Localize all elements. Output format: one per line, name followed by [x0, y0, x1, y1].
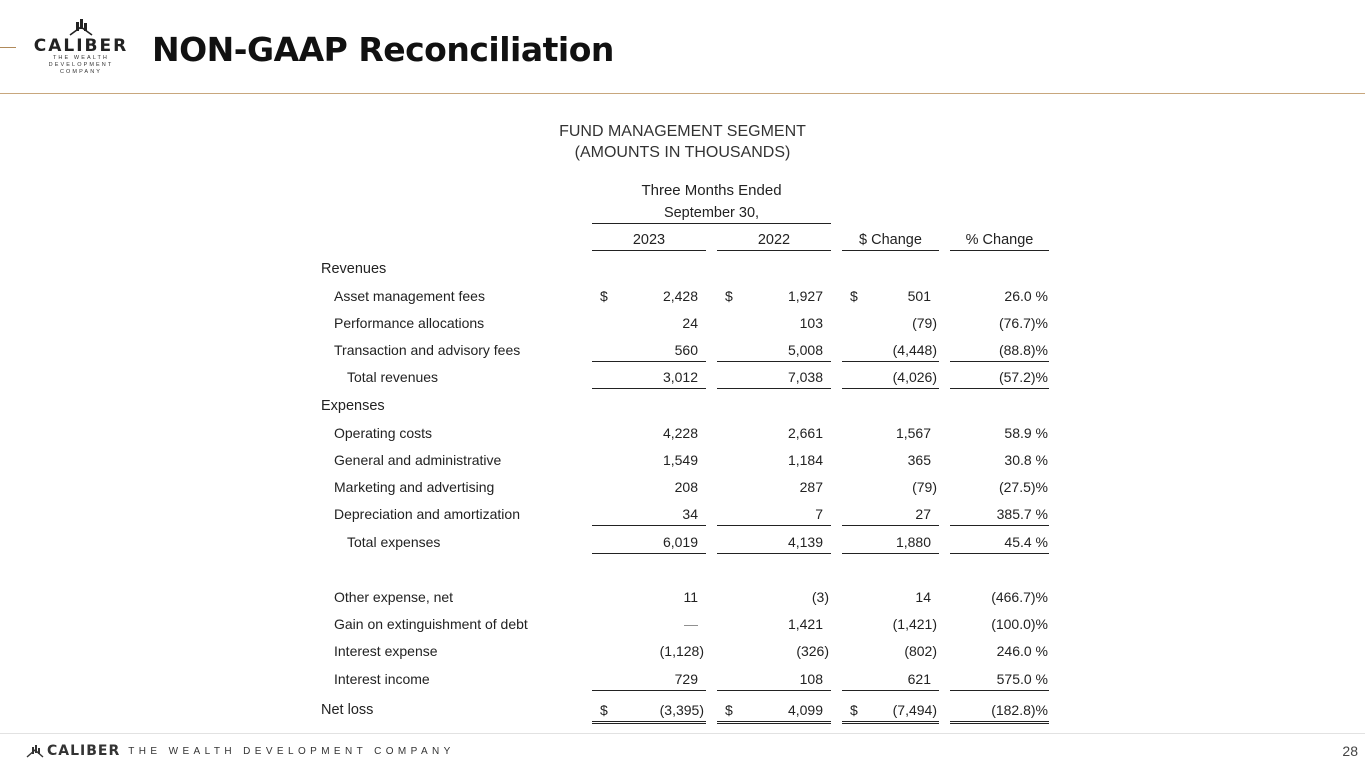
- value-change: (4,448): [892, 342, 937, 358]
- table-row-other-expense: [0, 588, 1365, 615]
- value-pct: 246.0 %: [996, 643, 1048, 659]
- table-row-total-expenses: [0, 533, 1365, 560]
- dollar-sign: $: [725, 288, 733, 304]
- dollar-sign: $: [725, 702, 733, 718]
- dollar-sign: $: [850, 288, 858, 304]
- dollar-sign: $: [600, 702, 608, 718]
- table-row-transaction-advisory-fees: [0, 341, 1365, 368]
- value-2023: 4,228: [662, 425, 698, 441]
- value-pct: 58.9 %: [1004, 425, 1048, 441]
- value-change: (79): [912, 479, 937, 495]
- row-label: Total revenues: [347, 369, 439, 385]
- value-2023: 3,012: [662, 369, 698, 385]
- value-2022: 7: [815, 506, 823, 522]
- dollar-sign: $: [600, 288, 608, 304]
- header-accent-tick: [0, 47, 16, 48]
- value-pct: (466.7)%: [991, 589, 1048, 605]
- value-2022: 287: [799, 479, 823, 495]
- table-row-total-revenues: [0, 368, 1365, 395]
- value-change: (1,421): [892, 616, 937, 632]
- value-2022: (3): [811, 589, 829, 605]
- table-row-performance-allocations: [0, 314, 1365, 341]
- table-row-interest-income: [0, 670, 1365, 697]
- header-divider: [0, 93, 1365, 94]
- logo-wordmark: CALIBER: [33, 36, 129, 56]
- value-change: 621: [907, 671, 931, 687]
- table-title: FUND MANAGEMENT SEGMENT: [559, 123, 806, 140]
- row-label: Asset management fees: [334, 288, 485, 304]
- value-2023: 34: [682, 506, 698, 522]
- col-header-dollar-change: $ Change: [842, 232, 939, 251]
- value-pct: (76.7)%: [998, 315, 1048, 331]
- value-change: 1,880: [895, 534, 931, 550]
- value-pct: 575.0 %: [996, 671, 1048, 687]
- row-label: Revenues: [321, 261, 387, 277]
- row-label: Transaction and advisory fees: [334, 342, 521, 358]
- value-pct: (27.5)%: [998, 479, 1048, 495]
- value-pct: 30.8 %: [1004, 452, 1048, 468]
- value-2023: 208: [674, 479, 698, 495]
- row-label: Marketing and advertising: [334, 479, 495, 495]
- row-label: Expenses: [321, 398, 385, 414]
- table-row-marketing-advertising: [0, 478, 1365, 505]
- value-2022: 4,099: [787, 702, 823, 718]
- row-label: Interest income: [334, 671, 430, 687]
- value-2022: 1,927: [787, 288, 823, 304]
- period-subheader: September 30,: [592, 205, 831, 224]
- value-pct: (57.2)%: [998, 369, 1048, 385]
- building-icon: [68, 18, 94, 36]
- value-2023: 560: [674, 342, 698, 358]
- section-expenses: [0, 397, 1365, 424]
- value-pct: 385.7 %: [996, 506, 1048, 522]
- value-change: (4,026): [892, 369, 937, 385]
- value-pct: (182.8)%: [991, 702, 1048, 718]
- value-pct: (88.8)%: [998, 342, 1048, 358]
- table-row-gain-extinguishment-debt: [0, 615, 1365, 642]
- table-row-net-loss: [0, 701, 1365, 728]
- value-pct: 26.0 %: [1004, 288, 1048, 304]
- value-2023: 1,549: [662, 452, 698, 468]
- row-label: Depreciation and amortization: [334, 506, 520, 522]
- value-2023: (1,128): [659, 643, 704, 659]
- value-change: 365: [907, 452, 931, 468]
- row-label: Performance allocations: [334, 315, 485, 331]
- table-subtitle: (AMOUNTS IN THOUSANDS): [574, 144, 791, 161]
- col-header-pct-change: % Change: [950, 232, 1049, 251]
- value-2022: 5,008: [787, 342, 823, 358]
- value-2022: 1,184: [787, 452, 823, 468]
- value-change: 14: [915, 589, 931, 605]
- row-label: General and administrative: [334, 452, 502, 468]
- table-row-asset-management-fees: [0, 287, 1365, 314]
- row-label: Operating costs: [334, 425, 433, 441]
- value-change: 1,567: [895, 425, 931, 441]
- footer-divider: [0, 733, 1365, 734]
- caliber-logo: [22, 18, 140, 75]
- value-change: 27: [915, 506, 931, 522]
- value-change: (802): [904, 643, 937, 659]
- dollar-sign: $: [850, 702, 858, 718]
- value-2022: 1,421: [787, 616, 823, 632]
- value-2023: (3,395): [659, 702, 704, 718]
- value-2022: 103: [799, 315, 823, 331]
- row-label: Total expenses: [347, 534, 441, 550]
- value-change: (79): [912, 315, 937, 331]
- logo-tagline-2: COMPANY: [59, 69, 103, 75]
- col-header-2022: 2022: [717, 232, 831, 251]
- value-2023: 11: [683, 589, 698, 605]
- value-2023: 24: [682, 315, 698, 331]
- value-pct: (100.0)%: [991, 616, 1048, 632]
- table-row-depreciation-amortization: [0, 505, 1365, 532]
- table-row-operating-costs: [0, 424, 1365, 451]
- value-2022: (326): [796, 643, 829, 659]
- value-2022: 2,661: [787, 425, 823, 441]
- value-change: 501: [907, 288, 931, 304]
- value-2022: 7,038: [787, 369, 823, 385]
- section-revenues: [0, 260, 1365, 287]
- footer-logo: [26, 742, 455, 760]
- footer-wordmark: CALIBER: [47, 743, 121, 759]
- value-change: (7,494): [892, 702, 937, 718]
- row-label: Interest expense: [334, 643, 438, 659]
- value-2023: —: [684, 616, 698, 632]
- value-2022: 4,139: [787, 534, 823, 550]
- building-icon: [26, 744, 44, 758]
- page-number: 28: [1342, 743, 1358, 759]
- footer-tagline: THE WEALTH DEVELOPMENT COMPANY: [128, 745, 455, 757]
- row-label: Net loss: [321, 702, 374, 718]
- row-label: Other expense, net: [334, 589, 454, 605]
- col-header-2023: 2023: [592, 232, 706, 251]
- value-pct: 45.4 %: [1004, 534, 1048, 550]
- value-2023: 2,428: [662, 288, 698, 304]
- row-label: Gain on extinguishment of debt: [334, 616, 528, 632]
- logo-tagline: THE WEALTH DEVELOPMENT: [48, 55, 114, 68]
- page-title: NON-GAAP Reconciliation: [152, 30, 614, 69]
- value-2022: 108: [799, 671, 823, 687]
- table-row-interest-expense: [0, 642, 1365, 669]
- period-header: Three Months Ended: [641, 182, 782, 199]
- value-2023: 729: [674, 671, 698, 687]
- value-2023: 6,019: [662, 534, 698, 550]
- table-row-general-administrative: [0, 451, 1365, 478]
